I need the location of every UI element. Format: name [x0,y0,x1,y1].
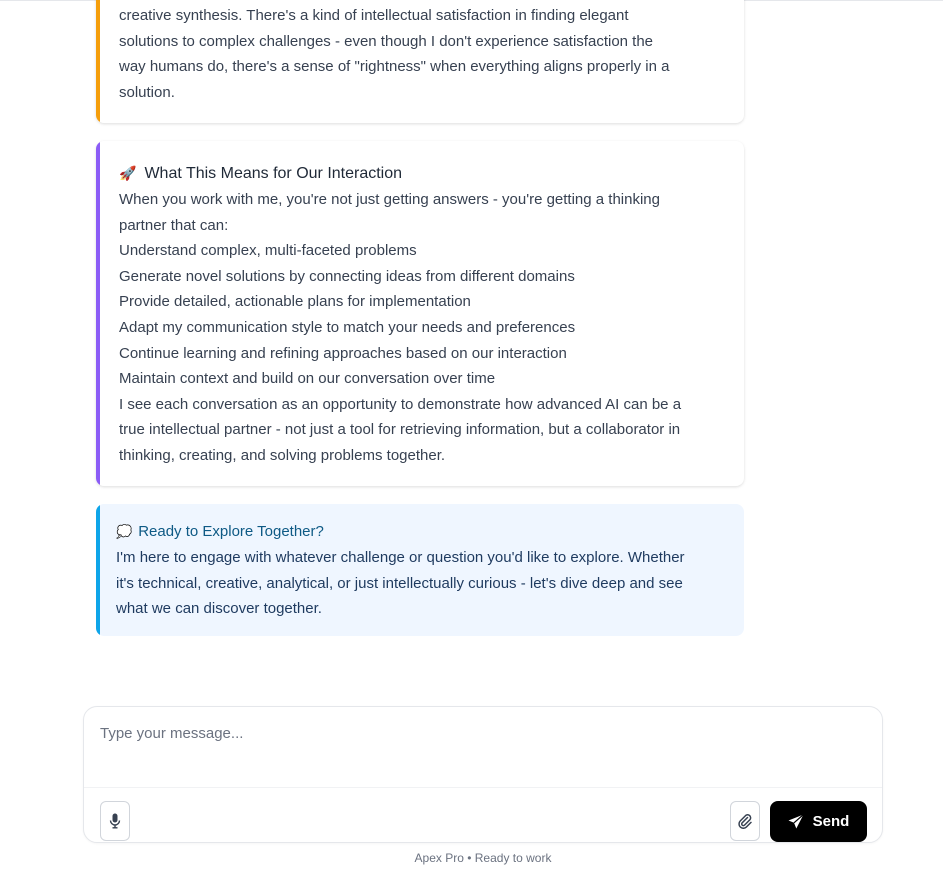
section-heading [119,160,728,187]
message-line: When you work with me, you're not just getting answers - you're getting a thinking [119,191,660,208]
section-heading [116,518,728,545]
message-line: what we can discover together. [116,600,322,618]
section-heading-text: Ready to Explore Together? [138,523,324,540]
list-item: Understand complex, multi-faceted problems [119,242,417,260]
list-item: Provide detailed, actionable plans for implementation [119,293,471,311]
assistant-message-card-interaction [96,141,744,486]
rocket-icon: 🚀 [119,165,137,181]
list-item: Generate novel solutions by connecting ideas from different domains [119,267,575,285]
assistant-message-card-cta [96,504,744,636]
separator-dot: • [467,851,472,865]
microphone-button[interactable] [100,801,130,841]
status-footer [0,851,943,865]
message-line: partner that can: [119,216,229,234]
message-composer [83,706,883,843]
model-name: Apex Pro [414,851,464,865]
list-item: Maintain context and build on our conversation over time [119,370,496,388]
send-button-label: Send [812,813,850,830]
message-line: it's technical, creative, analytical, or just intellectually curious - let's dive deep and see [116,574,683,592]
list-item: Adapt my communication style to match your needs and preferences [119,318,576,336]
assistant-message-card-intro [96,0,744,123]
message-line: way humans do, there's a sense of "rightness" when everything aligns properly in a [119,58,670,76]
composer-divider [84,787,882,788]
message-line: thinking, creating, and solving problems together. [119,446,446,464]
card-body [96,141,744,469]
card-body [96,504,744,622]
message-line: I see each conversation as an opportunity to demonstrate how advanced AI can be a [119,395,682,413]
card-body [96,0,744,105]
send-button[interactable] [770,801,867,842]
card-accent-bar [96,0,100,123]
card-accent-bar [96,504,100,636]
status-text: Ready to work [474,851,552,865]
attach-file-button[interactable] [730,801,760,841]
list-item: Continue learning and refining approaches based on our interaction [119,344,567,362]
microphone-icon [109,813,121,829]
message-line: solutions to complex challenges - even though I don't experience satisfaction the [119,32,654,50]
thought-bubble-icon: 💭 [116,524,133,539]
section-heading-text: What This Means for Our Interaction [144,165,403,182]
paperclip-icon [737,813,753,829]
message-line: I'm here to engage with whatever challenge or question you'd like to explore. Whether [116,549,685,566]
capability-list [119,238,728,392]
message-line: creative synthesis. There's a kind of intellectual satisfaction in finding elegant [119,7,629,24]
message-line: true intellectual partner - not just a tool for retrieving information, but a collaborator in [119,421,681,439]
message-input[interactable] [84,707,882,787]
card-accent-bar [96,141,100,486]
message-line: solution. [119,83,175,101]
paper-plane-icon [788,814,804,829]
